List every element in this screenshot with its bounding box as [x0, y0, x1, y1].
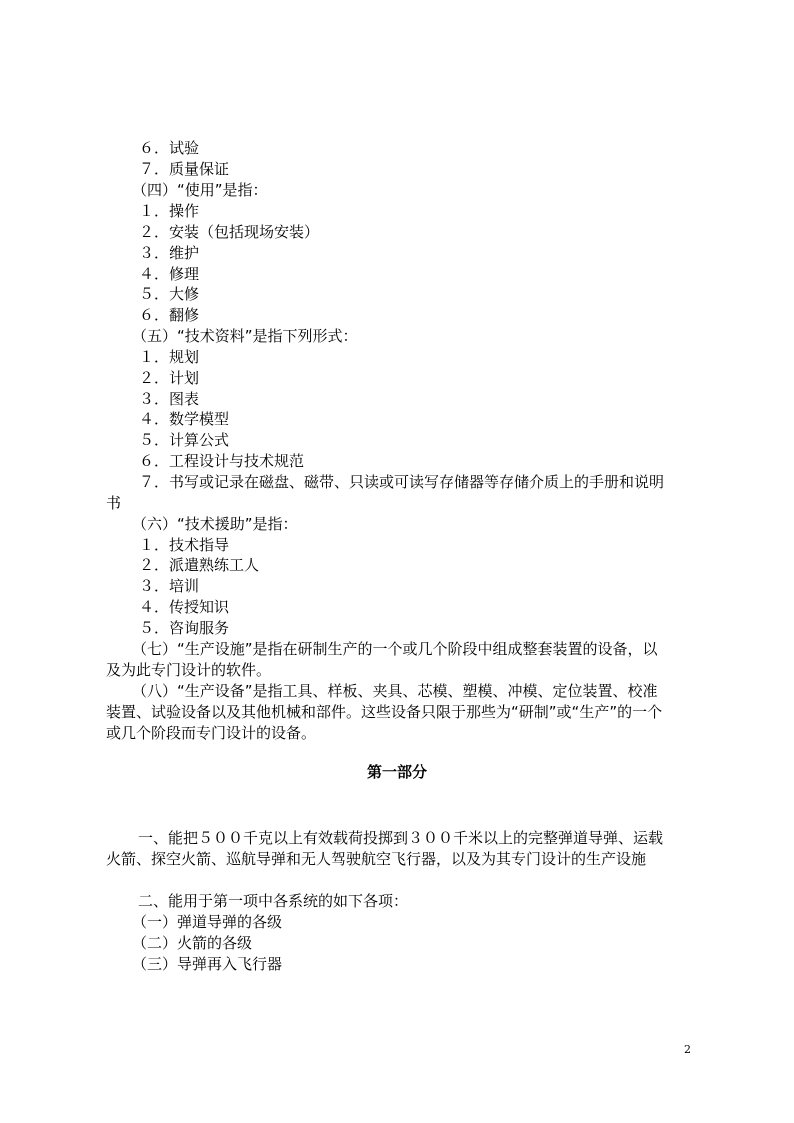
definition-technical-assistance-heading: （六）“技术援助”是指：	[132, 515, 298, 533]
list-item-skilled-workers: ２．派遣熟练工人	[139, 556, 260, 574]
list-item-operation: １．操作	[139, 202, 200, 220]
item-one-line-2: 火箭、探空火箭、巡航导弹和无人驾驶航空飞行器，以及为其专门设计的生产设施	[106, 850, 647, 868]
list-item-manuals-line-2: 书	[106, 494, 122, 512]
page-number: 2	[684, 1043, 691, 1056]
item-two-heading: 二、能用于第一项中各系统的如下各项：	[138, 892, 409, 910]
list-item-instruction: １．技术指导	[139, 536, 230, 554]
list-item-models: ４．数学模型	[139, 410, 230, 428]
item-one-line-1: 一、能把５００千克以上有效载荷投掷到３００千米以上的完整弹道导弹、运载	[138, 829, 664, 847]
list-item-refurbishing: ６．翻修	[139, 306, 200, 324]
list-item-consulting: ５．咨询服务	[139, 619, 230, 637]
definition-production-equipment-line-2: 装置、试验设备以及其他机械和部件。这些设备只限于那些为“研制”或“生产”的一个	[106, 703, 663, 721]
item-two-sub-2: （二）火箭的各级	[132, 934, 253, 952]
definition-production-facilities-line-1: （七）“生产设施”是指在研制生产的一个或几个阶段中组成整套装置的设备，以	[132, 640, 658, 658]
list-item-quality-assurance: ７．质量保证	[139, 160, 230, 178]
list-item-installation: ２．安装（包括现场安装）	[139, 223, 320, 241]
list-item-test: ６．试验	[139, 139, 200, 157]
list-item-training: ３．培训	[139, 577, 200, 595]
section-heading: 第一部分	[366, 763, 427, 781]
list-item-knowledge-transfer: ４．传授知识	[139, 598, 230, 616]
item-two-sub-3: （三）导弹再入飞行器	[132, 955, 283, 973]
list-item-maintenance: ３．维护	[139, 244, 200, 262]
definition-production-facilities-line-2: 及为此专门设计的软件。	[106, 661, 272, 679]
list-item-repair: ４．修理	[139, 265, 200, 283]
list-item-overhaul: ５．大修	[139, 285, 200, 303]
list-item-plans: ２．计划	[139, 369, 200, 387]
list-item-diagrams: ３．图表	[139, 390, 200, 408]
list-item-manuals-line-1: ７．书写或记录在磁盘、磁带、只读或可读写存储器等存储介质上的手册和说明	[139, 473, 665, 491]
list-item-blueprints: １．规划	[139, 348, 200, 366]
list-item-formulae: ５．计算公式	[139, 431, 230, 449]
definition-production-equipment-line-1: （八）“生产设备”是指工具、样板、夹具、芯模、塑模、冲模、定位装置、校准	[132, 682, 658, 700]
definition-use-heading: （四）“使用”是指：	[132, 181, 268, 199]
definition-production-equipment-line-3: 或几个阶段而专门设计的设备。	[106, 724, 317, 742]
list-item-engineering-designs: ６．工程设计与技术规范	[139, 452, 305, 470]
item-two-sub-1: （一）弹道导弹的各级	[132, 913, 283, 931]
definition-technical-data-heading: （五）“技术资料”是指下列形式：	[132, 327, 358, 345]
